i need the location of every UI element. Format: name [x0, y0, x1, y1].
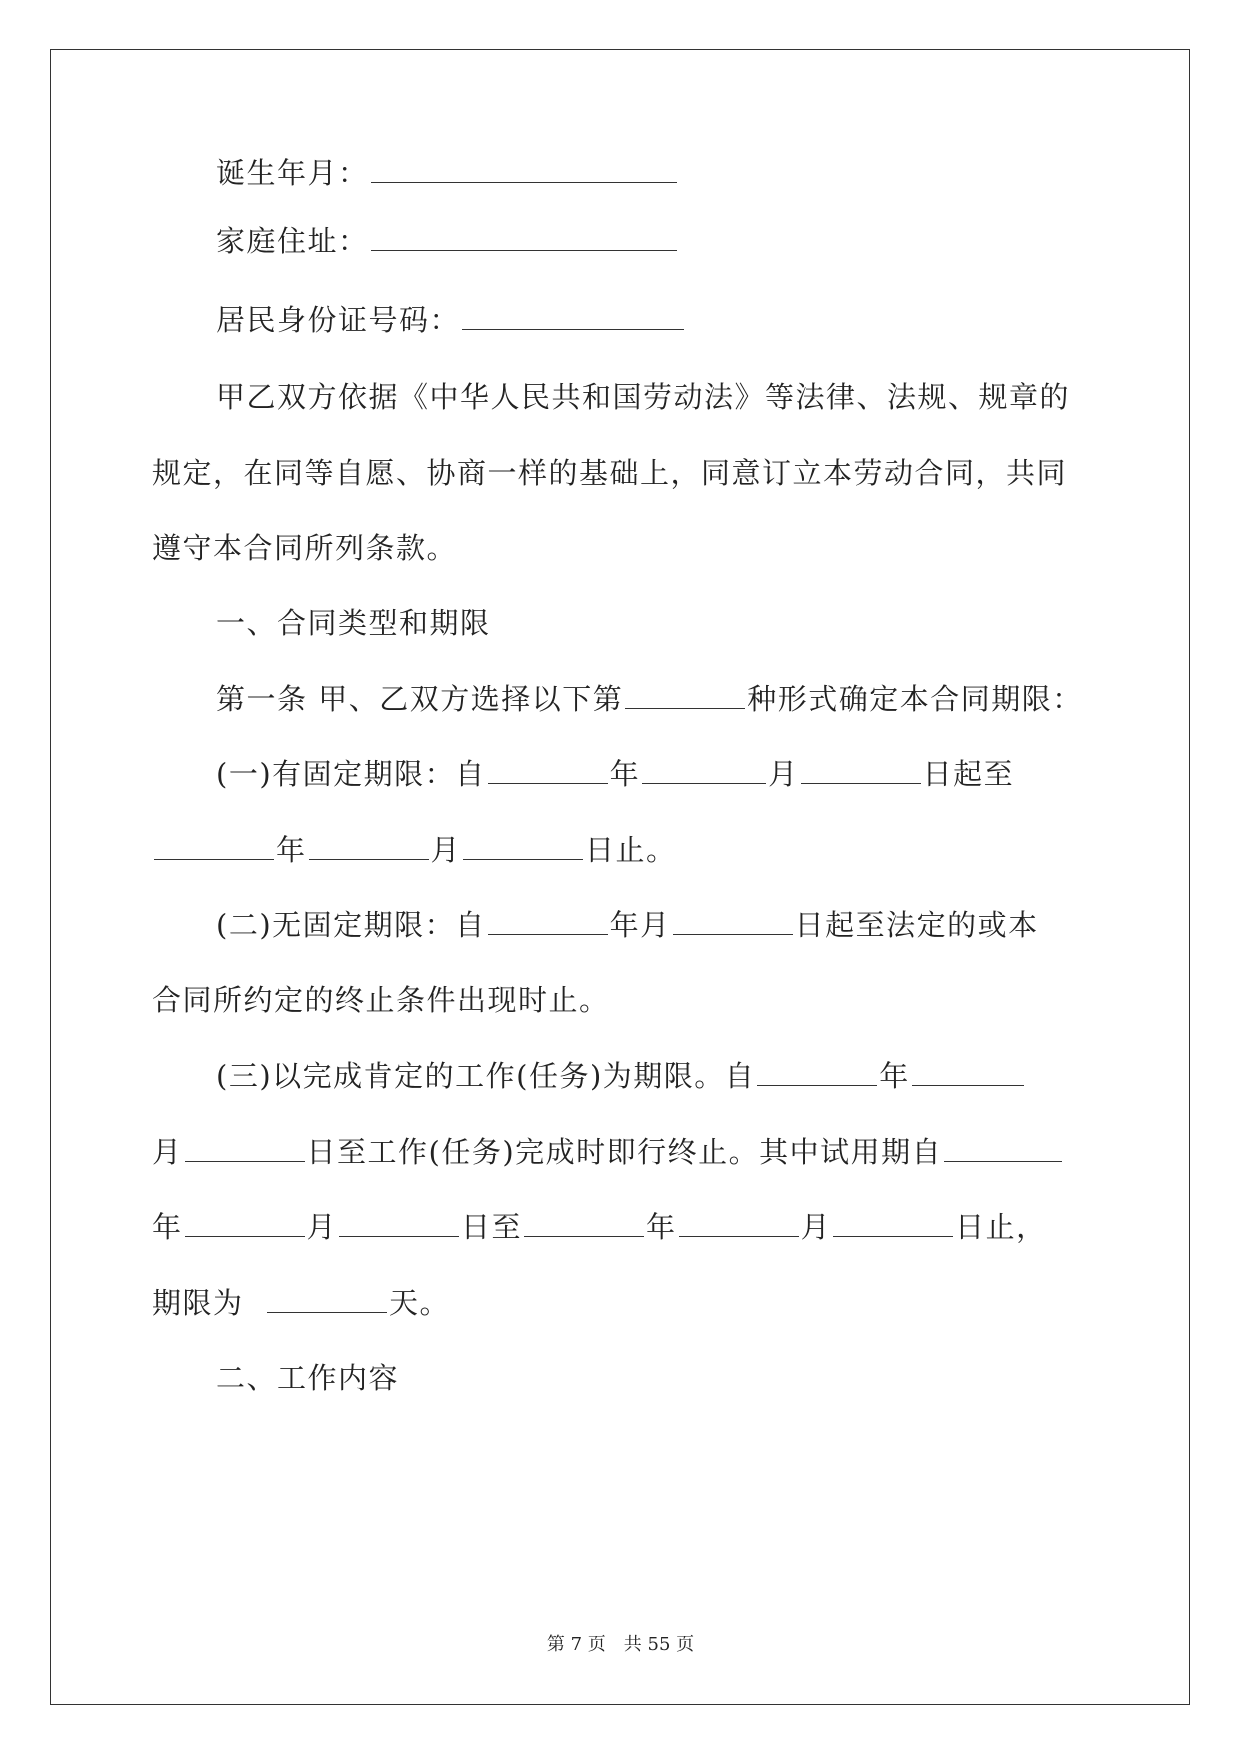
home-address-label: 家庭住址： [216, 224, 369, 258]
date-blank[interactable] [185, 1208, 305, 1237]
section-heading [216, 1358, 399, 1398]
clause-text: 日至 [461, 1210, 523, 1244]
birth-date-blank[interactable] [371, 154, 677, 183]
clause-text: (二)无固定期限：自 [216, 908, 486, 942]
paragraph-text: 规定，在同等自愿、协商一样的基础上，同意订立本劳动合同，共同 [152, 456, 1068, 490]
task-term-line [216, 1056, 1026, 1096]
date-blank[interactable] [488, 906, 608, 935]
fixed-term-line [216, 754, 1014, 794]
page-border [50, 49, 1190, 1705]
clause-text: 年 [646, 1210, 677, 1244]
date-blank[interactable] [673, 906, 793, 935]
clause-text: (一)有固定期限：自 [216, 757, 486, 791]
clause-text: 月 [768, 757, 799, 791]
id-number-line [216, 300, 686, 340]
section-heading-text: 二、工作内容 [216, 1361, 400, 1395]
date-blank[interactable] [463, 831, 583, 860]
date-blank[interactable] [833, 1208, 953, 1237]
clause-text: 月 [306, 1210, 338, 1244]
section-heading [216, 603, 491, 643]
clause-text: 日止， [955, 1210, 1047, 1244]
birth-date-line [216, 153, 679, 193]
paragraph-line [216, 377, 1070, 417]
period-line [152, 1283, 450, 1323]
clause-text: 合同所约定的终止条件出现时止。 [152, 983, 610, 1017]
id-number-blank[interactable] [462, 301, 684, 330]
clause-text: 日起至 [922, 757, 1015, 791]
open-term-line [216, 905, 1039, 945]
paragraph-text: 遵守本合同所列条款。 [152, 531, 458, 565]
clause-text: (三)以完成肯定的工作(任务)为期限。自 [216, 1059, 756, 1093]
date-blank[interactable] [154, 831, 274, 860]
clause-text: 年 [152, 1210, 183, 1244]
clause-text: 期限为 [152, 1286, 244, 1320]
date-blank[interactable] [185, 1133, 305, 1162]
fixed-term-line [152, 830, 677, 870]
date-blank[interactable] [339, 1208, 459, 1237]
article-text: 种形式确定本合同期限： [747, 682, 1083, 716]
clause-text: 年 [609, 757, 641, 791]
clause-text: 月 [430, 833, 462, 867]
paragraph-text: 甲乙双方依据《中华人民共和国劳动法》等法律、法规、规章的 [216, 380, 1071, 414]
clause-text: 日止。 [585, 833, 677, 867]
clause-text: 日至工作(任务)完成时即行终止。其中试用期自 [306, 1135, 943, 1169]
form-choice-blank[interactable] [625, 680, 745, 709]
date-blank[interactable] [524, 1208, 644, 1237]
id-number-label: 居民身份证号码： [216, 303, 461, 337]
date-blank[interactable] [309, 831, 429, 860]
date-blank[interactable] [642, 755, 766, 784]
days-blank[interactable] [267, 1284, 387, 1313]
article-line [216, 679, 1083, 719]
date-blank[interactable] [801, 755, 921, 784]
article-text: 第一条 甲、乙双方选择以下第 [216, 682, 624, 716]
date-blank[interactable] [912, 1057, 1024, 1086]
date-blank[interactable] [944, 1133, 1062, 1162]
date-blank[interactable] [679, 1208, 799, 1237]
paragraph-line [152, 528, 457, 568]
page-number: 第 7 页 共 55 页 [546, 1634, 695, 1655]
paragraph-line [152, 453, 1067, 493]
clause-text: 月 [152, 1135, 183, 1169]
date-blank[interactable] [488, 755, 608, 784]
clause-text: 年 [879, 1059, 910, 1093]
clause-text: 年月 [609, 908, 671, 942]
birth-date-label: 诞生年月： [216, 156, 369, 190]
clause-text: 天。 [388, 1286, 450, 1320]
task-term-line [152, 1132, 1064, 1172]
probation-line [152, 1207, 1047, 1247]
clause-text: 年 [276, 833, 307, 867]
section-heading-text: 一、合同类型和期限 [216, 606, 491, 640]
home-address-blank[interactable] [371, 222, 677, 251]
open-term-line [152, 980, 610, 1020]
clause-text: 月 [800, 1210, 832, 1244]
clause-text: 日起至法定的或本 [794, 908, 1039, 942]
date-blank[interactable] [757, 1057, 877, 1086]
page-footer [0, 1630, 1241, 1656]
home-address-line [216, 221, 679, 261]
